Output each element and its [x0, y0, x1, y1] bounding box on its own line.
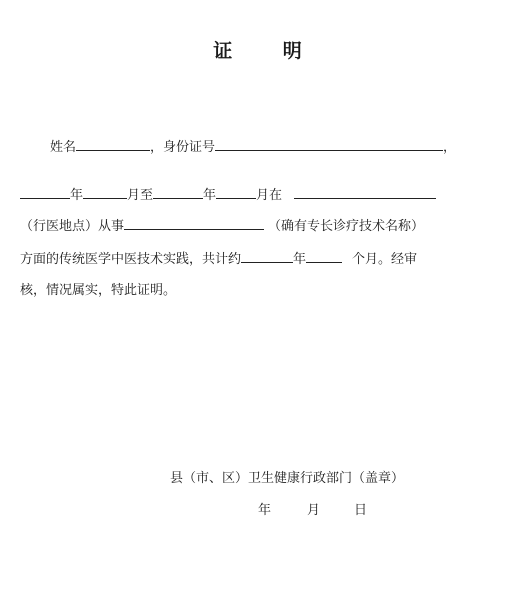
date-month-label: 月 — [307, 503, 321, 518]
name-label: 姓名 — [50, 140, 77, 155]
duration-line — [20, 248, 417, 269]
line1-end-mark: ， — [443, 140, 457, 155]
location-label: （行医地点）从事 — [20, 219, 125, 234]
date-day-label: 日 — [354, 503, 368, 518]
conclusion-line — [20, 282, 176, 300]
start-month-field[interactable] — [83, 184, 127, 199]
specialty-label: （确有专长诊疗技术名称） — [268, 219, 425, 234]
conclusion-text: 核，情况属实，特此证明。 — [20, 283, 177, 298]
duration-years-field[interactable] — [241, 248, 293, 263]
page-title: 证 明 — [213, 40, 324, 62]
period-line — [20, 184, 436, 205]
start-year-field[interactable] — [20, 184, 70, 199]
date-year-label: 年 — [258, 503, 272, 518]
specialty-line — [20, 215, 424, 236]
specialty-field[interactable] — [124, 215, 264, 230]
name-field[interactable] — [76, 136, 150, 151]
duration-text: 方面的传统医学中医技术实践，共计约 — [20, 252, 242, 267]
end-month-field[interactable] — [216, 184, 256, 199]
id-number-label: ，身份证号 — [150, 140, 216, 155]
start-year-label: 年 — [70, 188, 84, 203]
name-id-line — [50, 136, 456, 157]
id-number-field[interactable] — [215, 136, 443, 151]
month-to-label: 月至 — [127, 188, 154, 203]
end-year-field[interactable] — [153, 184, 203, 199]
duration-months-field[interactable] — [306, 248, 342, 263]
duration-year-label: 年 — [293, 252, 307, 267]
practice-location-field[interactable] — [294, 184, 436, 199]
end-year-label: 年 — [203, 188, 217, 203]
issuing-department: 县（市、区）卫生健康行政部门（盖章） — [170, 471, 405, 486]
month-at-label: 月在 — [256, 188, 283, 203]
signature-date — [258, 499, 367, 518]
duration-months-label: 个月。经审 — [352, 252, 418, 267]
